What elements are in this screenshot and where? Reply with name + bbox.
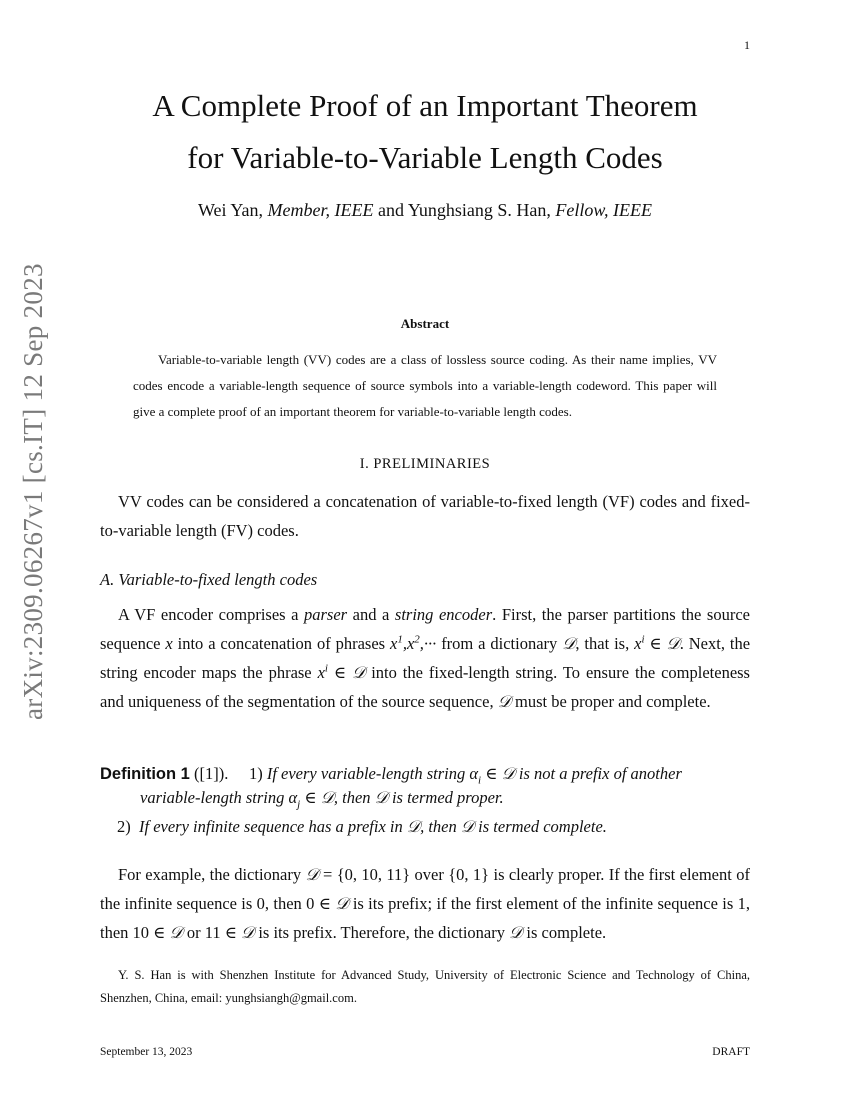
abstract-heading: Abstract xyxy=(400,316,450,331)
paragraph-example xyxy=(100,860,750,947)
footnote xyxy=(100,964,750,1010)
definition-item-1-text: is not a prefix of another xyxy=(514,764,682,783)
definition-1 xyxy=(100,759,750,789)
definition-item-1-text: , then xyxy=(333,788,375,807)
para2-text: . Next, the string encoder maps the phrase xyxy=(100,634,751,682)
para3-text: over xyxy=(410,865,449,884)
math-D: 𝒟 xyxy=(406,817,421,836)
term-parser: parser xyxy=(304,605,348,624)
footer-date: September 13, 2023 xyxy=(100,1046,193,1058)
math-zero: 0 xyxy=(256,894,265,913)
abstract-body xyxy=(133,347,717,425)
para2-text: into the fixed-length string. To ensure the completeness and uniqueness of the segmentation of the source sequence, xyxy=(100,663,750,711)
para3-text: is complete. xyxy=(522,923,607,942)
author-conjunction: and xyxy=(378,200,405,220)
definition-ref: ([1]). xyxy=(193,764,229,783)
math-xi-in-D: $x^i$ ∈ 𝒟 xyxy=(634,633,680,653)
paragraph-vv-intro-text: VV codes can be considered a concatenation of variable-to-fixed length (VF) codes and fixed-to-variable length (FV) codes. xyxy=(100,492,750,540)
math-D: 𝒟 xyxy=(562,634,576,653)
definition-item-2-text: , then xyxy=(420,817,461,836)
math-x: x xyxy=(165,634,173,653)
math-alpha-j: $\alpha_j$ ∈ 𝒟 xyxy=(288,788,334,811)
math-D: 𝒟 xyxy=(497,692,511,711)
math-alpha-i: $\alpha_i$ ∈ 𝒟 xyxy=(469,764,515,787)
math-D: 𝒟 xyxy=(509,923,523,942)
para2-text: from a dictionary xyxy=(436,634,563,653)
section-numeral: I. xyxy=(359,456,370,472)
footnote-text: Y. S. Han is with Shenzhen Institute for Advanced Study, University of Electronic Science and Technology of China, Shenzhen, China, email: yunghsiangh@gmail.com. xyxy=(100,968,750,1005)
para2-text: must be proper and complete. xyxy=(510,692,711,711)
author-1-title: Member, IEEE xyxy=(267,200,374,220)
para3-text: For example, the dictionary xyxy=(118,865,306,884)
section-heading xyxy=(0,456,850,473)
paper-title xyxy=(0,80,850,184)
section-title xyxy=(373,456,490,472)
math-ten-in-D: 10 ∈ 𝒟 xyxy=(132,923,183,942)
title-line-2: for Variable-to-Variable Length Codes xyxy=(187,140,663,175)
math-one: 1 xyxy=(737,894,746,913)
definition-item-2-number: 2) xyxy=(117,817,131,836)
math-eleven-in-D: 11 ∈ 𝒟 xyxy=(204,923,255,942)
para3-text: is clearly proper. If the first element of the infinite sequence is xyxy=(100,865,750,913)
math-D: 𝒟 xyxy=(374,788,388,807)
definition-item-1-number: 1) xyxy=(248,764,263,783)
definition-item-1-text: If every variable-length string xyxy=(266,764,470,783)
definition-item-1-continued xyxy=(140,788,750,811)
para3-text: , then xyxy=(100,894,750,942)
author-line xyxy=(0,200,850,221)
math-alphabet: {0, 1} xyxy=(448,865,490,884)
definition-item-2-text: is termed complete. xyxy=(474,817,607,836)
math-phrases: $x^1,x^2,\cdot\cdot\cdot$ xyxy=(390,633,437,653)
paragraph-vv-intro xyxy=(100,487,750,545)
definition-item-1-text: variable-length string xyxy=(140,788,289,807)
author-2-title: Fellow, IEEE xyxy=(555,200,652,220)
para3-text: or xyxy=(182,923,205,942)
definition-item-2-text: If every infinite sequence has a prefix in xyxy=(139,817,407,836)
abstract-text: Variable-to-variable length (VV) codes are a class of lossless source coding. As their name implies, VV codes encode a variable-length sequence of source symbols into a variable-length codeword. This paper will give a complete proof of an important theorem for variable-to-variable length codes. xyxy=(133,352,717,419)
math-D: 𝒟 xyxy=(460,817,475,836)
para3-text: is its prefix; if the first element of the infinite sequence is xyxy=(348,894,738,913)
footer-draft: DRAFT xyxy=(712,1046,750,1058)
term-string-encoder: string encoder xyxy=(394,605,493,624)
para3-text: , then xyxy=(264,894,307,913)
author-2-name: Yunghsiang S. Han, xyxy=(407,200,551,220)
subsection-heading: A. Variable-to-fixed length codes xyxy=(100,570,318,589)
para2-text: into a concatenation of phrases xyxy=(172,634,390,653)
para2-text: . First, the parser partitions the source sequence xyxy=(100,605,750,653)
definition-item-1-text: is termed proper. xyxy=(387,788,504,807)
section-title-initial: P xyxy=(373,456,382,472)
para3-text: is its prefix. Therefore, the dictionary xyxy=(254,923,510,942)
para2-text: and a xyxy=(347,605,395,624)
math-xi-in-D: $x^i$ ∈ 𝒟 xyxy=(317,662,366,682)
para2-text: , that is, xyxy=(575,634,635,653)
definition-label: Definition 1 xyxy=(100,765,190,783)
para2-text: A VF encoder comprises a xyxy=(118,605,305,624)
arxiv-stamp: arXiv:2309.06267v1 [cs.IT] 12 Sep 2023 xyxy=(18,263,48,720)
page-number: 1 xyxy=(744,38,750,52)
definition-item-2 xyxy=(117,817,750,837)
paragraph-vf-encoder xyxy=(100,600,750,716)
title-line-1: A Complete Proof of an Important Theorem xyxy=(152,88,698,123)
author-1-name: Wei Yan, xyxy=(197,200,264,220)
math-D-set: 𝒟 = {0, 10, 11} xyxy=(305,865,411,884)
section-title-rest: RELIMINARIES xyxy=(381,456,491,472)
math-zero-in-D: 0 ∈ 𝒟 xyxy=(306,894,349,913)
